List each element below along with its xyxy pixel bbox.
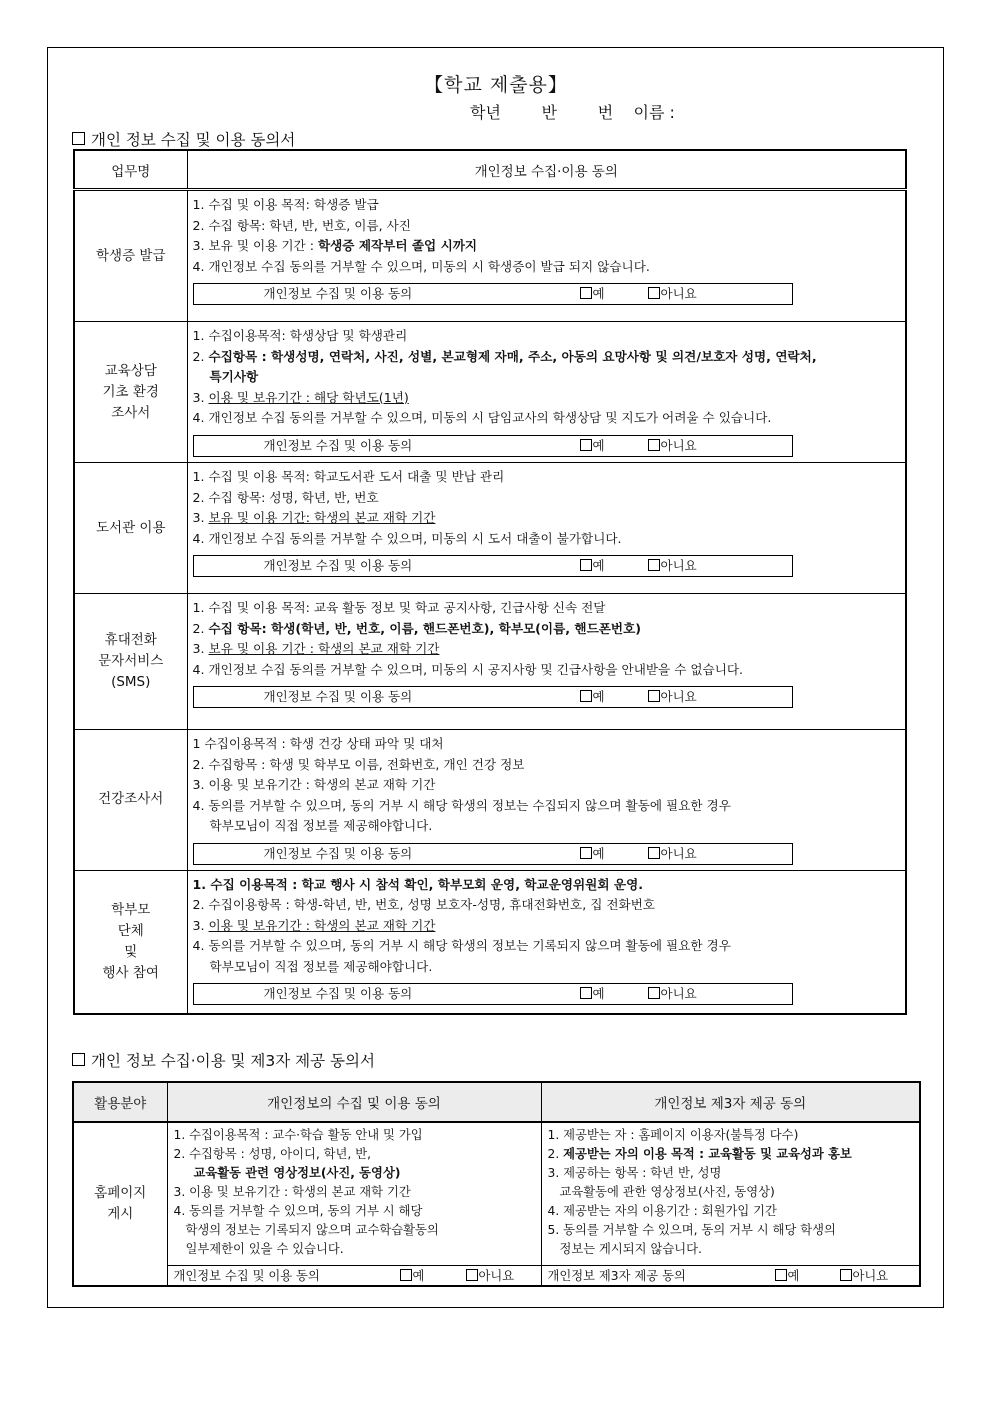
row-name bbox=[74, 322, 187, 463]
checkbox-icon[interactable] bbox=[400, 1269, 412, 1281]
no-option[interactable] bbox=[648, 556, 697, 576]
consent-checkbox-row bbox=[193, 555, 793, 577]
bold-text: 제공받는 자의 이용 목적 : 교육활동 및 교육성과 홍보 bbox=[563, 1147, 852, 1161]
content-line bbox=[193, 388, 906, 409]
consent-label: 개인정보 수집 및 이용 동의 bbox=[263, 437, 413, 453]
content-line: 1. 수집이용목적: 학생상담 및 학생관리 bbox=[192, 328, 408, 343]
yes-label: 예 bbox=[412, 1268, 425, 1283]
underlined-text: 보유 및 이용 기간 : 학생의 본교 재학 기간 bbox=[208, 641, 440, 656]
consent-table-2 bbox=[72, 1081, 921, 1287]
content-line: 1. 수집 및 이용 목적: 학생증 발급 bbox=[192, 197, 379, 212]
no-label: 아니요 bbox=[660, 986, 697, 1001]
checkbox-icon[interactable] bbox=[648, 439, 660, 451]
consent-label: 개인정보 수집 및 이용 동의 bbox=[263, 986, 413, 1001]
yes-label: 예 bbox=[592, 286, 605, 301]
row-name-line: (SMS) bbox=[111, 674, 151, 690]
content-line: 4. 동의를 거부할 수 있으며, 동의 거부 시 해당 bbox=[173, 1204, 423, 1218]
third-consent-label: 개인정보 제3자 제공 동의 bbox=[547, 1268, 686, 1283]
table2-header-row bbox=[73, 1082, 920, 1122]
header-consent: 개인정보 수집·이용 동의 bbox=[187, 150, 906, 190]
content-line: 1 수집이용목적 : 학생 건강 상태 파악 및 대처 bbox=[192, 736, 444, 751]
checkbox-icon[interactable] bbox=[580, 559, 592, 571]
content-line: 1. 수집 및 이용 목적: 교육 활동 정보 및 학교 공지사항, 긴급사항 신속 전달 bbox=[192, 600, 606, 615]
content-line bbox=[193, 347, 906, 368]
consent-checkbox-row bbox=[193, 983, 793, 1005]
yes-option[interactable] bbox=[580, 687, 605, 707]
no-option[interactable] bbox=[648, 284, 697, 304]
no-label: 아니요 bbox=[478, 1268, 515, 1283]
table1-header-row bbox=[74, 150, 906, 190]
content-line: 교육활동 관련 영상정보(사진, 동영상) bbox=[193, 1166, 401, 1180]
line-prefix: 2. bbox=[192, 620, 209, 636]
consent-checkbox-row bbox=[193, 686, 793, 708]
consent-checkbox-row bbox=[193, 435, 793, 457]
row-name-line: 휴대전화 bbox=[104, 632, 157, 648]
content-line bbox=[193, 236, 906, 257]
header-task: 업무명 bbox=[74, 150, 187, 190]
row-name-line: 기초 환경 bbox=[102, 383, 159, 400]
row-content bbox=[187, 190, 906, 322]
row-name-line: 학생증 발급 bbox=[96, 247, 166, 264]
content-line: 학부모님이 직접 정보를 제공해야합니다. bbox=[209, 958, 433, 974]
content-line: 학부모님이 직접 정보를 제공해야합니다. bbox=[209, 818, 433, 833]
yes-label: 예 bbox=[787, 1268, 800, 1283]
no-option[interactable] bbox=[648, 687, 697, 707]
row-content bbox=[187, 594, 906, 730]
line-prefix: 2. bbox=[547, 1147, 564, 1161]
square-bullet-icon bbox=[72, 132, 85, 145]
checkbox-icon[interactable] bbox=[648, 690, 660, 702]
checkbox-icon[interactable] bbox=[580, 287, 592, 299]
row-name bbox=[74, 463, 187, 594]
content-line: 1. 수집이용목적 : 교수·학습 활동 안내 및 가입 bbox=[173, 1128, 423, 1142]
line-prefix: 3. 보유 및 이용 기간 : bbox=[192, 238, 318, 253]
square-bullet-icon bbox=[72, 1053, 85, 1066]
yes-label: 예 bbox=[592, 689, 605, 704]
row-content bbox=[187, 870, 906, 1014]
content-line bbox=[193, 916, 906, 937]
checkbox-icon[interactable] bbox=[648, 559, 660, 571]
no-label: 아니요 bbox=[660, 437, 697, 453]
homepage-row bbox=[73, 1122, 920, 1266]
checkbox-icon[interactable] bbox=[466, 1269, 478, 1281]
checkbox-icon[interactable] bbox=[648, 987, 660, 999]
section1-heading-text: 개인 정보 수집 및 이용 동의서 bbox=[91, 131, 296, 149]
checkbox-icon[interactable] bbox=[648, 287, 660, 299]
yes-label: 예 bbox=[592, 845, 605, 861]
header-collect: 개인정보의 수집 및 이용 동의 bbox=[167, 1082, 541, 1122]
row-name bbox=[74, 730, 187, 871]
header-third-party: 개인정보 제3자 제공 동의 bbox=[541, 1082, 920, 1122]
bold-text: 학생증 제작부터 졸업 시까지 bbox=[317, 238, 478, 253]
line-prefix: 3. bbox=[192, 917, 209, 933]
no-option[interactable] bbox=[648, 436, 697, 456]
yes-option[interactable] bbox=[580, 436, 605, 456]
collect-consent-cell bbox=[167, 1266, 541, 1287]
yes-option[interactable] bbox=[580, 844, 605, 864]
yes-label: 예 bbox=[592, 437, 605, 453]
row-content bbox=[187, 322, 906, 463]
bold-text: 수집항목 : 학생성명, 연락처, 사진, 성별, 본교형제 자매, 주소, 아동의 요망사항 및 의견/보호자 성명, 연락처, bbox=[208, 348, 817, 364]
line-prefix: 2. bbox=[192, 348, 209, 364]
consent-check-row bbox=[73, 1266, 920, 1287]
underlined-text: 보유 및 이용 기간: 학생의 본교 재학 기간 bbox=[208, 510, 436, 525]
section1-heading bbox=[72, 128, 295, 150]
no-option[interactable] bbox=[648, 984, 697, 1004]
row-name-line: 단체 bbox=[117, 922, 144, 939]
content-line: 특기사항 bbox=[209, 369, 259, 384]
table-row bbox=[74, 190, 906, 322]
section2-heading bbox=[72, 1049, 375, 1071]
table-row bbox=[74, 594, 906, 730]
content-line: 5. 동의를 거부할 수 있으며, 동의 거부 시 해당 학생의 bbox=[547, 1223, 836, 1237]
checkbox-icon[interactable] bbox=[775, 1269, 787, 1281]
collect-consent-label: 개인정보 수집 및 이용 동의 bbox=[173, 1268, 320, 1283]
yes-option[interactable] bbox=[580, 984, 605, 1004]
row-name-line: 교육상담 bbox=[104, 362, 157, 379]
header-field: 활용분야 bbox=[73, 1082, 167, 1122]
document-title: 【학교 제출용】 bbox=[424, 74, 568, 96]
no-label: 아니요 bbox=[660, 845, 697, 861]
line-prefix: 3. bbox=[192, 510, 209, 525]
content-line: 1. 제공받는 자 : 홈페이지 이용자(불특정 다수) bbox=[547, 1128, 799, 1142]
content-line: 4. 동의를 거부할 수 있으며, 동의 거부 시 해당 학생의 정보는 기록되지 않으며 활동에 필요한 경우 bbox=[192, 938, 731, 953]
table-row bbox=[74, 322, 906, 463]
content-line: 학생의 정보는 기록되지 않으며 교수학습활동의 bbox=[185, 1223, 439, 1237]
content-line: 4. 동의를 거부할 수 있으며, 동의 거부 시 해당 학생의 정보는 수집되지 않으며 활동에 필요한 경우 bbox=[192, 797, 731, 813]
row-name-line: 행사 참여 bbox=[102, 964, 159, 981]
content-line bbox=[193, 639, 906, 660]
content-line: 4. 개인정보 수집 동의를 거부할 수 있으며, 미동의 시 학생증이 발급 되지 않습니다. bbox=[192, 258, 650, 274]
content-line: 3. 이용 및 보유기간 : 학생의 본교 재학 기간 bbox=[173, 1185, 411, 1199]
consent-label: 개인정보 수집 및 이용 동의 bbox=[263, 558, 413, 573]
content-line: 3. 이용 및 보유기간 : 학생의 본교 재학 기간 bbox=[192, 777, 436, 792]
table-row bbox=[74, 730, 906, 871]
consent-checkbox-row bbox=[193, 283, 793, 305]
checkbox-icon[interactable] bbox=[648, 847, 660, 859]
yes-option[interactable] bbox=[580, 284, 605, 304]
content-line: 4. 개인정보 수집 동의를 거부할 수 있으며, 미동의 시 공지사항 및 긴급사항을 안내받을 수 없습니다. bbox=[192, 661, 744, 677]
yes-label: 예 bbox=[592, 558, 605, 573]
checkbox-icon[interactable] bbox=[580, 439, 592, 451]
no-label: 아니요 bbox=[852, 1268, 889, 1283]
checkbox-icon[interactable] bbox=[840, 1269, 852, 1281]
content-line: 정보는 게시되지 않습니다. bbox=[559, 1242, 702, 1256]
content-line: 2. 수집 항목: 성명, 학년, 반, 번호 bbox=[192, 489, 379, 505]
content-line: 2. 수집항목 : 성명, 아이디, 학년, 반, bbox=[173, 1147, 372, 1161]
content-line: 2. 수집이용항목 : 학생-학년, 반, 번호, 성명 보호자-성명, 휴대전화번호, 집 전화번호 bbox=[192, 897, 656, 912]
row-name-line: 학부모 bbox=[111, 901, 151, 918]
bold-text: 수집 항목: 학생(학년, 반, 번호, 이름, 핸드폰번호), 학부모(이름, 핸드폰번호) bbox=[208, 620, 642, 636]
row-name-line: 홈페이지 bbox=[94, 1185, 147, 1201]
table-row bbox=[74, 463, 906, 594]
content-line: 4. 개인정보 수집 동의를 거부할 수 있으며, 미동의 시 담임교사의 학생상담 및 지도가 어려울 수 있습니다. bbox=[192, 410, 772, 425]
row-name-line: 조사서 bbox=[111, 404, 151, 421]
content-line: 2. 수집항목 : 학생 및 학부모 이름, 전화번호, 개인 건강 정보 bbox=[192, 756, 525, 772]
no-label: 아니요 bbox=[660, 286, 697, 301]
underlined-text: 이용 및 보유기간 : 해당 학년도(1년) bbox=[208, 389, 409, 405]
collect-no-option[interactable] bbox=[466, 1267, 515, 1285]
consent-table-1 bbox=[73, 149, 907, 1015]
yes-option[interactable] bbox=[580, 556, 605, 576]
no-label: 아니요 bbox=[660, 558, 697, 573]
third-party-content bbox=[541, 1122, 920, 1266]
checkbox-icon[interactable] bbox=[580, 690, 592, 702]
content-line bbox=[193, 508, 906, 529]
line-prefix: 3. bbox=[192, 641, 209, 656]
consent-checkbox-row bbox=[193, 843, 793, 865]
section2-heading-text: 개인 정보 수집·이용 및 제3자 제공 동의서 bbox=[91, 1052, 375, 1070]
table-row bbox=[74, 870, 906, 1014]
content-line: 3. 제공하는 항목 : 학년 반, 성명 bbox=[547, 1166, 722, 1180]
third-no-option[interactable] bbox=[840, 1267, 889, 1285]
content-line: 1. 수집 및 이용 목적: 학교도서관 도서 대출 및 반납 관리 bbox=[192, 469, 505, 484]
row-name-line: 도서관 이용 bbox=[96, 519, 166, 536]
third-consent-cell bbox=[541, 1266, 920, 1287]
student-info-line: 학년 반 번 이름 : bbox=[470, 103, 675, 122]
content-line: 2. 수집 항목: 학년, 반, 번호, 이름, 사진 bbox=[192, 217, 411, 233]
checkbox-icon[interactable] bbox=[580, 987, 592, 999]
row-content bbox=[187, 730, 906, 871]
line-prefix: 3. bbox=[192, 389, 209, 405]
content-line: 4. 제공받는 자의 이용기간 : 회원가입 기간 bbox=[547, 1204, 777, 1218]
third-yes-option[interactable] bbox=[775, 1267, 800, 1285]
content-line: 일부제한이 있을 수 있습니다. bbox=[185, 1242, 344, 1256]
no-label: 아니요 bbox=[660, 689, 697, 704]
content-line: 교육활동에 관한 영상정보(사진, 동영상) bbox=[559, 1185, 775, 1199]
row-name bbox=[74, 594, 187, 730]
no-option[interactable] bbox=[648, 844, 697, 864]
consent-label: 개인정보 수집 및 이용 동의 bbox=[263, 689, 413, 704]
underlined-text: 이용 및 보유기간 : 학생의 본교 재학 기간 bbox=[208, 917, 436, 933]
collect-content bbox=[167, 1122, 541, 1266]
content-line: 1. 수집 이용목적 : 학교 행사 시 참석 확인, 학부모회 운영, 학교운영위원회 운영. bbox=[192, 876, 644, 892]
row-name-line: 게시 bbox=[107, 1206, 134, 1222]
row-name bbox=[74, 190, 187, 322]
content-line bbox=[548, 1145, 920, 1164]
row-name-homepage bbox=[73, 1122, 167, 1286]
content-line bbox=[193, 619, 906, 640]
row-content bbox=[187, 463, 906, 594]
consent-label: 개인정보 수집 및 이용 동의 bbox=[263, 845, 413, 861]
collect-yes-option[interactable] bbox=[400, 1267, 425, 1285]
row-name-line: 문자서비스 bbox=[98, 653, 164, 669]
consent-label: 개인정보 수집 및 이용 동의 bbox=[263, 286, 413, 301]
checkbox-icon[interactable] bbox=[580, 847, 592, 859]
yes-label: 예 bbox=[592, 986, 605, 1001]
row-name-line: 및 bbox=[124, 943, 138, 960]
content-line: 4. 개인정보 수집 동의를 거부할 수 있으며, 미동의 시 도서 대출이 불가합니다. bbox=[192, 530, 622, 546]
row-name-line: 건강조사서 bbox=[98, 791, 164, 808]
row-name bbox=[74, 870, 187, 1014]
